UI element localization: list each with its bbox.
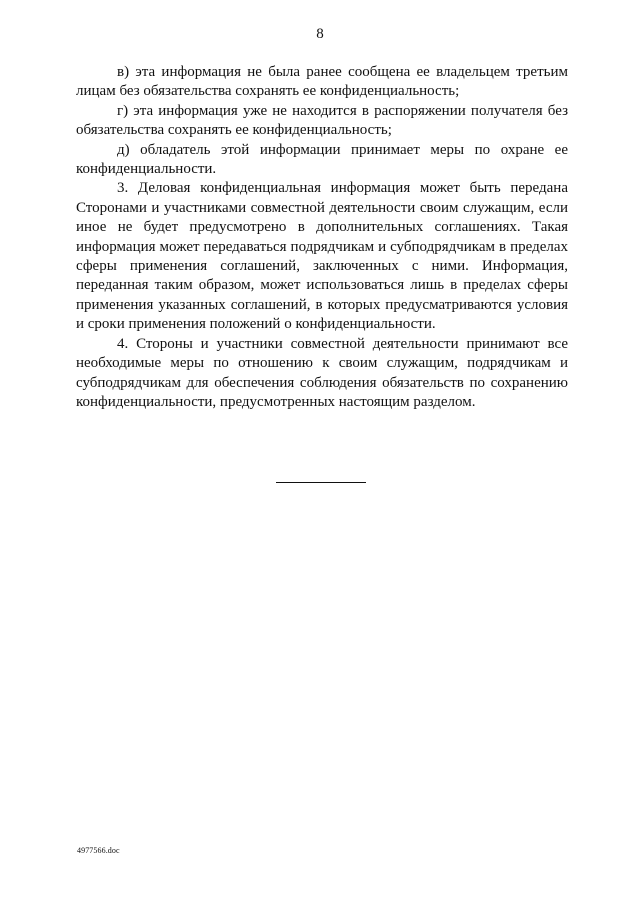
paragraph-3: 3. Деловая конфиденциальная информация может быть передана Сторонами и участниками совместной деятельности своим служащим, если иное не будет предусмотрено в дополнительных соглашениях. Такая информация может передаваться подрядчикам и субподрядчикам в пределах сферы применения соглашений, заключенных с ними. Информация, переданная таким образом, может использоваться лишь в пределах сферы применения указанных соглашений, в которых предусматриваются условия и сроки применения положений о конфиденциальности. (76, 180, 568, 333)
section-end-separator (276, 482, 366, 483)
page-number: 8 (316, 26, 324, 42)
paragraph-4: 4. Стороны и участники совместной деятельности принимают все необходимые меры по отношению к своим служащим, подрядчикам и субподрядчикам для обеспечения соблюдения обязательств по сохранению конфиденциальности, предусмотренных настоящим разделом. (76, 335, 568, 410)
document-body (76, 63, 568, 412)
paragraph-v: в) эта информация не была ранее сообщена ее владельцем третьим лицам без обязательства сохранять ее конфиденциальность; (76, 64, 568, 100)
paragraph-g: г) эта информация уже не находится в распоряжении получателя без обязательства сохранять ее конфиденциальность; (76, 102, 568, 139)
footer-file-name: 4977566.doc (77, 846, 120, 855)
paragraph-d: д) обладатель этой информации принимает меры по охране ее конфиденциальности. (76, 141, 568, 178)
